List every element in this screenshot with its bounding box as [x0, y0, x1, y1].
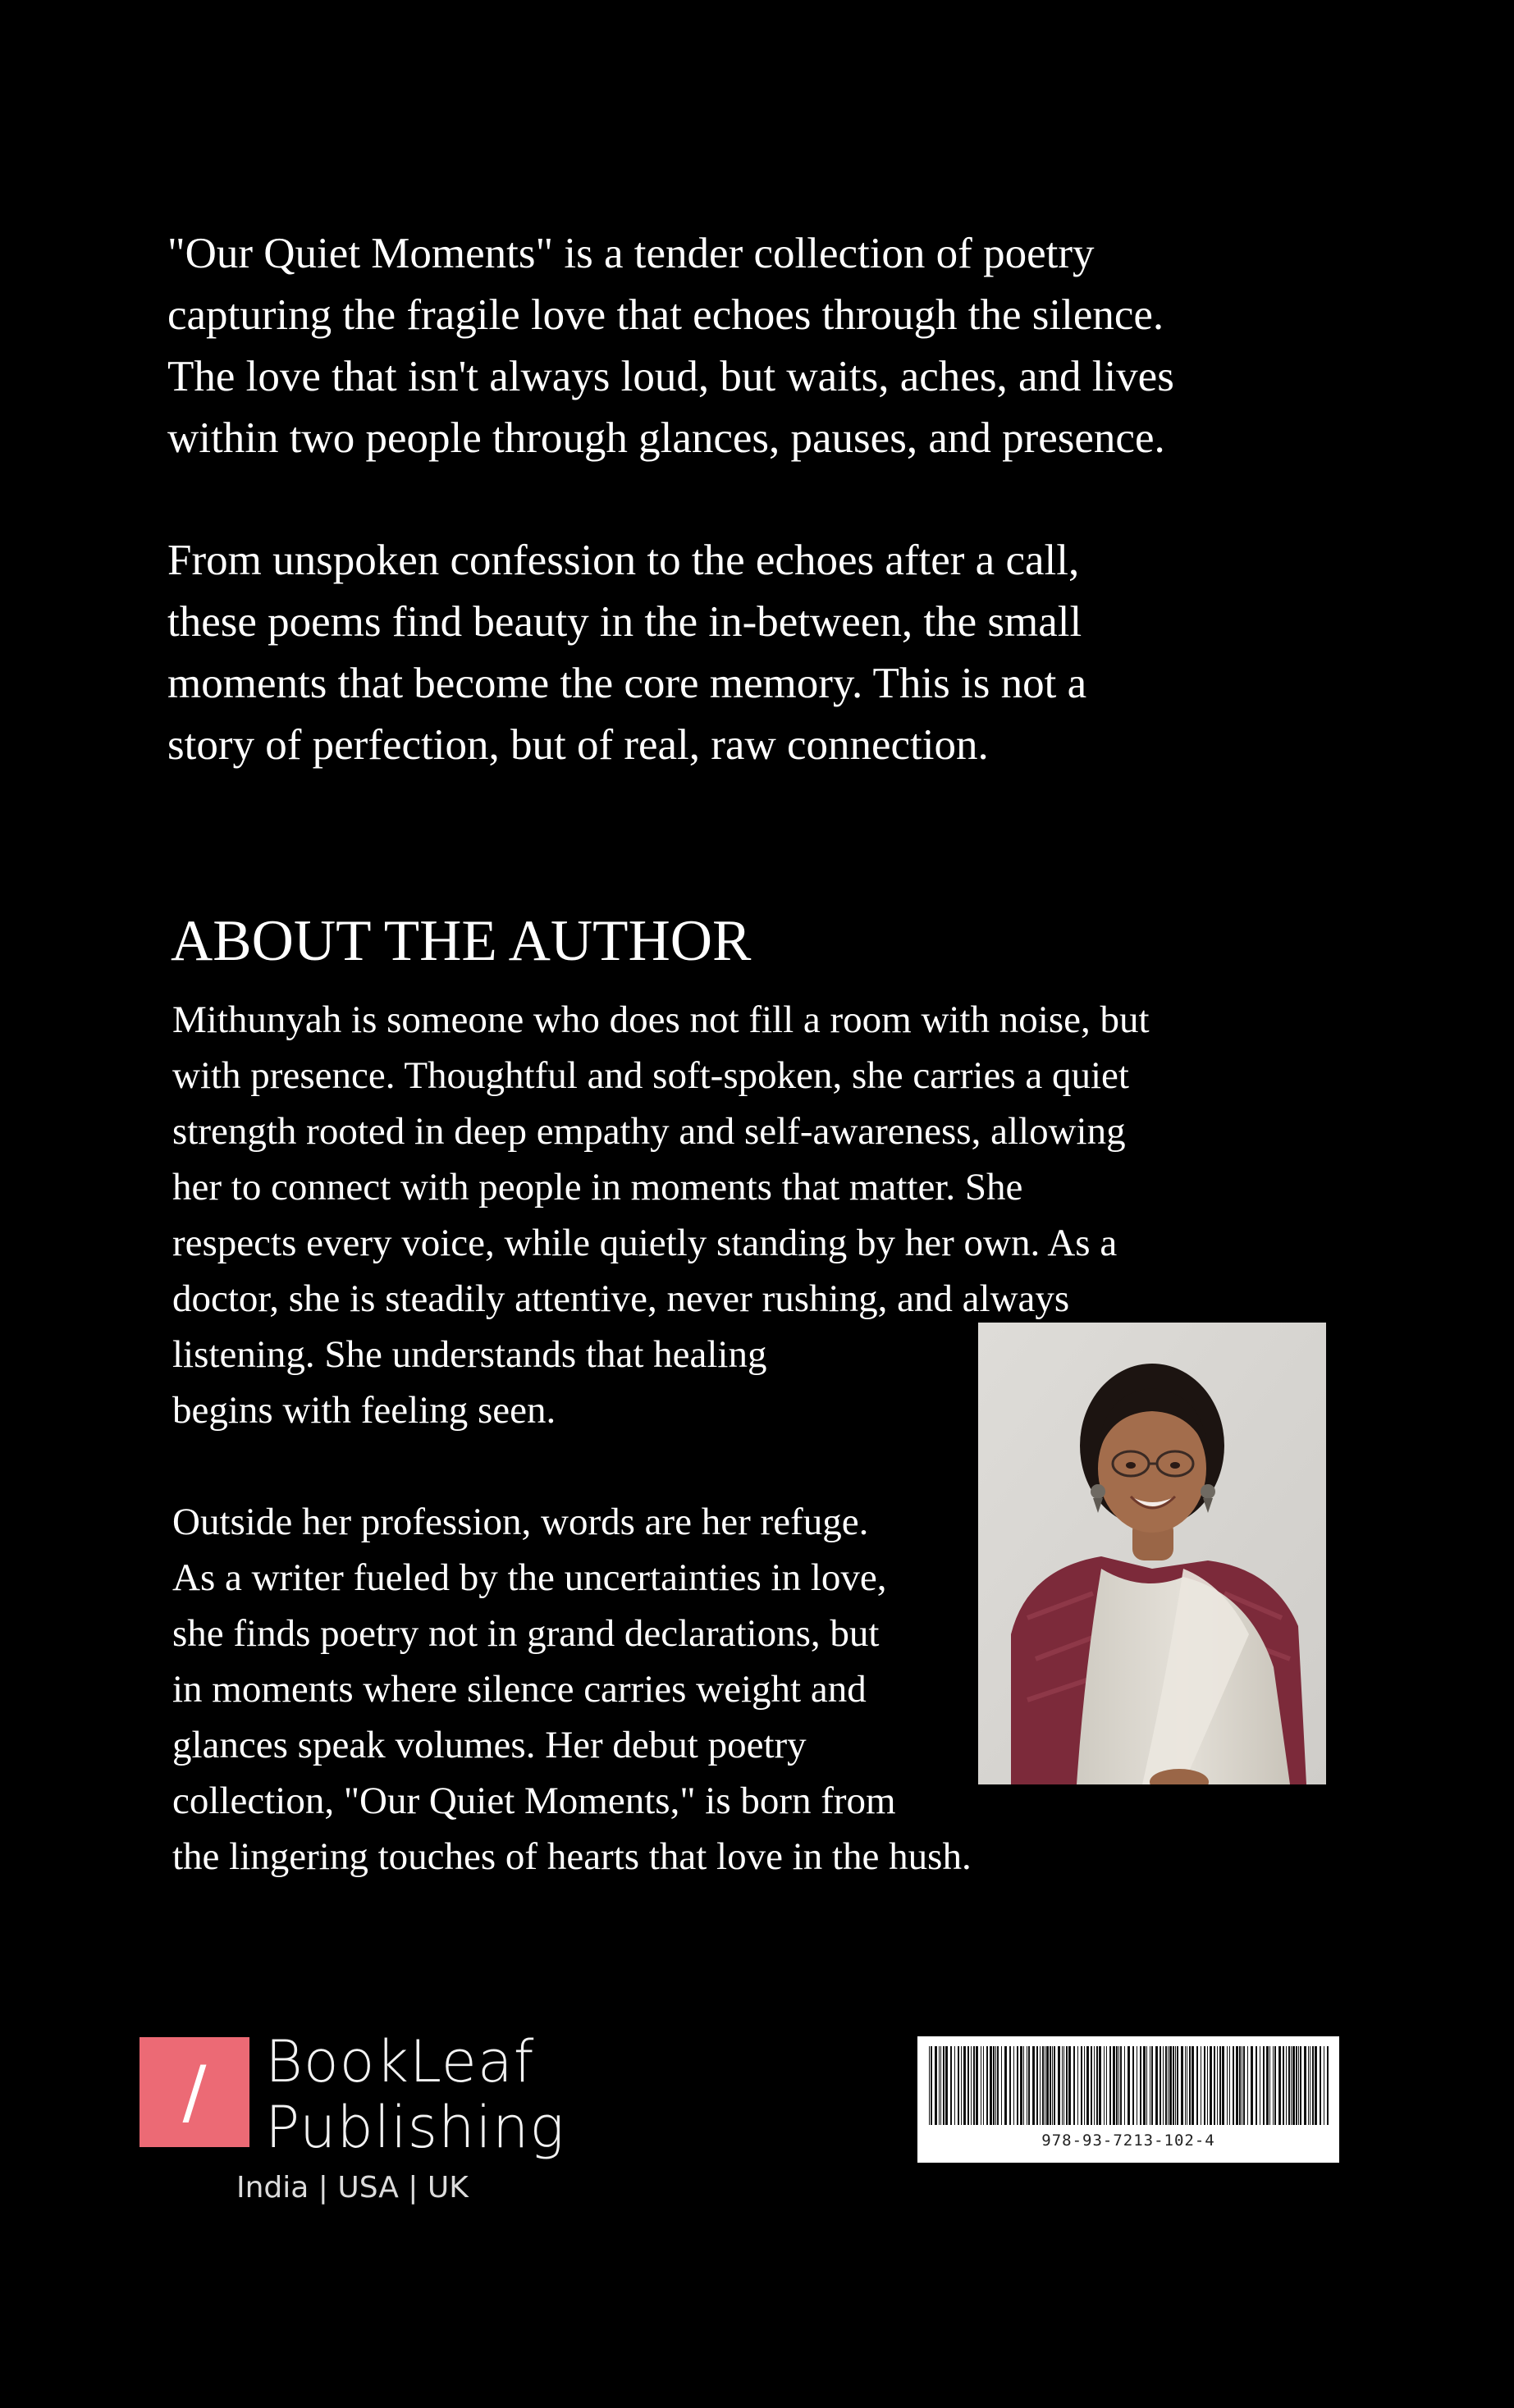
barcode-bar — [1062, 2046, 1063, 2125]
back-cover-blurb — [167, 223, 1316, 776]
barcode-bar — [1028, 2046, 1030, 2125]
blurb-line: moments that become the core memory. This is not a — [167, 660, 1087, 707]
barcode-bar — [1094, 2046, 1095, 2125]
author-line: collection, "Our Quiet Moments," is born from — [172, 1780, 896, 1822]
barcode-bar — [1155, 2046, 1158, 2125]
barcode-bar — [1292, 2046, 1295, 2125]
barcode-bar — [1104, 2046, 1105, 2125]
blurb-paragraph-2 — [167, 530, 1316, 776]
author-line: she finds poetry not in grand declarations, but — [172, 1612, 880, 1655]
barcode-bar — [1298, 2046, 1299, 2125]
barcode-bar — [973, 2046, 975, 2125]
blurb-line: From unspoken confession to the echoes after a call, — [167, 537, 1080, 584]
author-line: respects every voice, while quietly standing by her own. As a — [172, 1222, 1118, 1264]
barcode-bar — [1256, 2046, 1257, 2125]
barcode-bar — [1063, 2046, 1064, 2125]
author-line: the lingering touches of hearts that love in the hush. — [172, 1835, 972, 1878]
barcode-bar — [1091, 2046, 1092, 2125]
barcode-bar — [1143, 2046, 1146, 2125]
barcode-bar — [1058, 2046, 1060, 2125]
barcode-bar — [1219, 2046, 1221, 2125]
publisher-name-line-2: Publishing — [265, 2094, 565, 2161]
barcode-bar — [1004, 2046, 1007, 2125]
barcode-bar — [997, 2046, 999, 2125]
barcode-bar — [990, 2046, 992, 2125]
barcode-bar — [1099, 2046, 1101, 2125]
barcode-bar — [1196, 2046, 1198, 2125]
publisher-name — [265, 2029, 565, 2160]
barcode-bar — [1217, 2046, 1218, 2125]
barcode-bar — [1146, 2046, 1147, 2125]
blurb-paragraph-1 — [167, 223, 1316, 469]
barcode-bar — [1181, 2046, 1183, 2125]
blurb-line: within two people through glances, pauses, and presence. — [167, 414, 1165, 462]
barcode-bar — [1274, 2046, 1276, 2125]
barcode-bar — [954, 2046, 955, 2125]
barcode-bar — [940, 2046, 941, 2125]
barcode-bar — [1175, 2046, 1176, 2125]
barcode-bar — [1222, 2046, 1224, 2125]
barcode-bar — [1163, 2046, 1164, 2125]
barcode-bar — [995, 2046, 996, 2125]
barcode-bar — [1165, 2046, 1167, 2125]
barcode-bar — [1054, 2046, 1055, 2125]
barcode-bar — [1118, 2046, 1119, 2125]
barcode-bar — [1177, 2046, 1178, 2125]
barcode-bar — [939, 2046, 940, 2125]
barcode-bar — [1017, 2046, 1018, 2125]
author-photo — [978, 1323, 1326, 1784]
barcode-bar — [1247, 2046, 1248, 2125]
barcode-bar — [983, 2046, 984, 2125]
barcode-bar — [1315, 2046, 1317, 2125]
blurb-line: The love that isn't always loud, but waits, aches, and lives — [167, 353, 1174, 400]
publisher-name-line-1: BookLeaf — [265, 2028, 535, 2095]
author-line: listening. She understands that healing — [172, 1333, 767, 1376]
barcode-bar — [931, 2046, 932, 2125]
author-line: strength rooted in deep empathy and self-awareness, allowing — [172, 1110, 1126, 1153]
barcode-bar — [1020, 2046, 1022, 2125]
barcode-bar — [1269, 2046, 1270, 2125]
barcode-bar — [1113, 2046, 1115, 2125]
barcode-bar — [1023, 2046, 1024, 2125]
author-line: Outside her profession, words are her refuge. — [172, 1501, 869, 1543]
barcode-bar — [1283, 2046, 1284, 2125]
blurb-line: these poems find beauty in the in-between, the small — [167, 598, 1082, 646]
isbn-barcode — [917, 2036, 1339, 2163]
barcode-bar — [1052, 2046, 1053, 2125]
barcode-bar — [1266, 2046, 1269, 2125]
barcode-bar — [1214, 2046, 1215, 2125]
barcode-bar — [963, 2046, 966, 2125]
barcode-bar — [1192, 2046, 1194, 2125]
barcode-bar — [1227, 2046, 1228, 2125]
barcode-bar — [943, 2046, 945, 2125]
author-line: with presence. Thoughtful and soft-spoken, she carries a quiet — [172, 1054, 1129, 1097]
barcode-bar — [1278, 2046, 1281, 2125]
barcode-bar — [958, 2046, 959, 2125]
barcode-bar — [1189, 2046, 1191, 2125]
barcode-bar — [986, 2046, 988, 2125]
barcode-bar — [1168, 2046, 1169, 2125]
barcode-bar — [1327, 2046, 1329, 2125]
barcode-bar — [1304, 2046, 1306, 2125]
author-line: As a writer fueled by the uncertainties in love, — [172, 1556, 887, 1599]
barcode-bar — [1173, 2046, 1174, 2125]
barcode-bar — [1251, 2046, 1253, 2125]
author-line: begins with feeling seen. — [172, 1389, 556, 1432]
barcode-bar — [967, 2046, 969, 2125]
barcode-bar — [1068, 2046, 1071, 2125]
barcode-bar — [993, 2046, 995, 2125]
barcode-bar — [1273, 2046, 1274, 2125]
barcode-bar — [976, 2046, 978, 2125]
barcode-bar — [1036, 2046, 1038, 2125]
barcode-bar — [1081, 2046, 1082, 2125]
barcode-bar — [1296, 2046, 1297, 2125]
barcode-bar — [1050, 2046, 1051, 2125]
barcode-bar — [1308, 2046, 1309, 2125]
author-line: doctor, she is steadily attentive, never rushing, and always — [172, 1277, 1070, 1320]
barcode-bar — [1312, 2046, 1314, 2125]
barcode-bar — [1124, 2046, 1125, 2125]
barcode-bar — [1288, 2046, 1290, 2125]
barcode-bar — [1084, 2046, 1085, 2125]
barcode-bar — [1207, 2046, 1208, 2125]
barcode-bar — [1127, 2046, 1130, 2125]
barcode-bar — [1109, 2046, 1111, 2125]
barcode-bar — [1009, 2046, 1011, 2125]
barcode-bar — [1169, 2046, 1172, 2125]
barcode-bar — [1210, 2046, 1212, 2125]
barcode-bar — [1066, 2046, 1068, 2125]
barcode-bar — [1086, 2046, 1089, 2125]
barcode-bar — [1300, 2046, 1301, 2125]
author-line: her to connect with people in moments that matter. She — [172, 1166, 1023, 1209]
barcode-bar — [1239, 2046, 1241, 2125]
barcode-bar — [945, 2046, 948, 2125]
barcode-bar — [971, 2046, 972, 2125]
barcode-bar — [1286, 2046, 1287, 2125]
barcode-bar — [1236, 2046, 1238, 2125]
barcode-bar — [1001, 2046, 1002, 2125]
barcode-bar — [1204, 2046, 1205, 2125]
about-author-heading: ABOUT THE AUTHOR — [171, 909, 752, 973]
barcode-bar — [1042, 2046, 1044, 2125]
blurb-line: story of perfection, but of real, raw connection. — [167, 721, 989, 769]
barcode-bar — [1185, 2046, 1186, 2125]
author-line: glances speak volumes. Her debut poetry — [172, 1724, 807, 1766]
barcode-bar — [1229, 2046, 1230, 2125]
isbn-number: 978-93-7213-102-4 — [1041, 2132, 1215, 2150]
barcode-bar — [1073, 2046, 1075, 2125]
barcode-bar — [1040, 2046, 1041, 2125]
barcode-bar — [961, 2046, 962, 2125]
barcode-bar — [935, 2046, 937, 2125]
barcode-bar — [1243, 2046, 1245, 2125]
barcode-bar — [1046, 2046, 1049, 2125]
barcode-bar — [1140, 2046, 1141, 2125]
blurb-line: "Our Quiet Moments" is a tender collection of poetry — [167, 230, 1095, 277]
barcode-bar — [1263, 2046, 1265, 2125]
barcode-bar — [1032, 2046, 1035, 2125]
barcode-bar — [1132, 2046, 1134, 2125]
barcode-bar — [929, 2046, 930, 2125]
publisher-slash-icon: / — [140, 2037, 249, 2147]
barcode-bar — [1120, 2046, 1122, 2125]
author-line: in moments where silence carries weight and — [172, 1668, 867, 1711]
barcode-bar — [1077, 2046, 1078, 2125]
author-line: Mithunyah is someone who does not fill a room with noise, but — [172, 998, 1150, 1041]
publisher-regions: India | USA | UK — [236, 2171, 469, 2205]
barcode-bar — [1116, 2046, 1118, 2125]
barcode-bar — [1233, 2046, 1234, 2125]
blurb-line: capturing the fragile love that echoes through the silence. — [167, 291, 1164, 339]
author-portrait-illustration — [978, 1323, 1326, 1784]
barcode-bar — [1320, 2046, 1321, 2125]
barcode-bar — [1160, 2046, 1161, 2125]
barcode-bar — [1013, 2046, 1014, 2125]
barcode-bar — [1096, 2046, 1098, 2125]
barcode-bar — [950, 2046, 952, 2125]
barcode-bar — [1291, 2046, 1292, 2125]
barcode-bar — [1151, 2046, 1153, 2125]
barcode-bar — [1106, 2046, 1107, 2125]
